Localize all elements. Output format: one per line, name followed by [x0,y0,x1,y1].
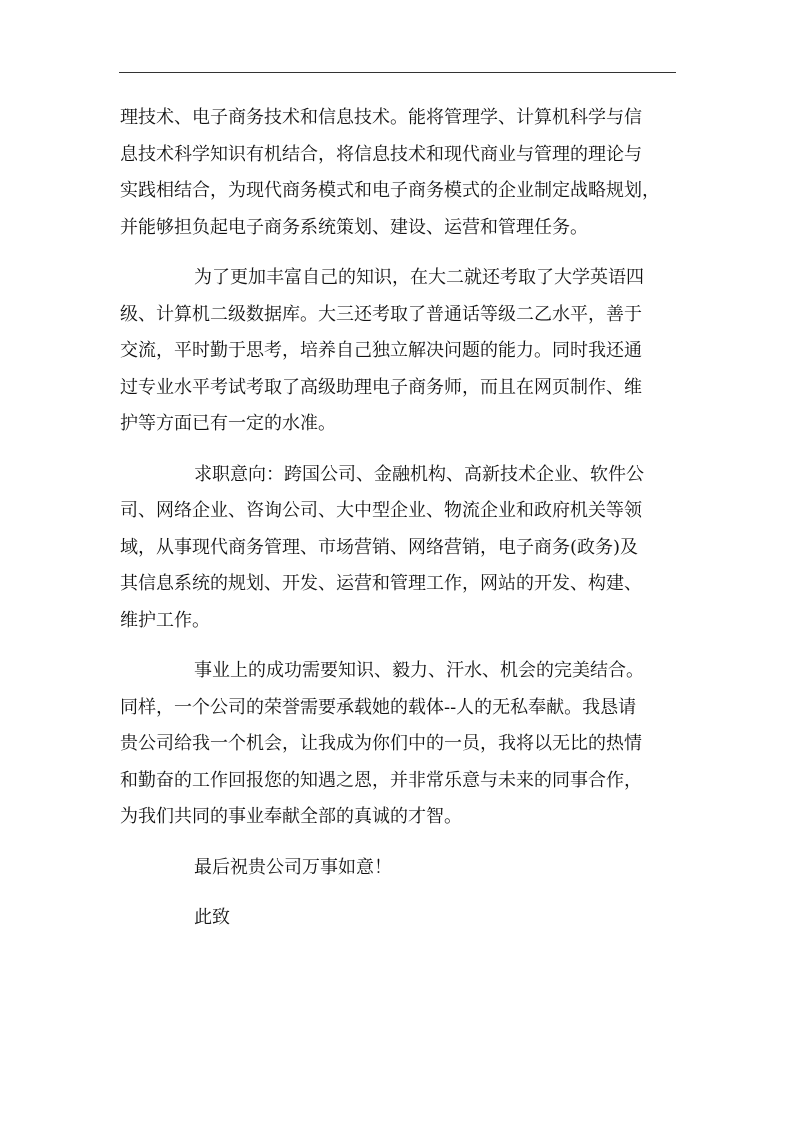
text-line: 理技术、电子商务技术和信息技术。能将管理学、计算机科学与信 [120,107,642,128]
text-line: 息技术科学知识有机结合，将信息技术和现代商业与管理的理论与 [120,143,642,165]
paragraph-intention [120,457,676,640]
text-line: 求职意向：跨国公司、金融机构、高新技术企业、软件公 [194,463,644,485]
text-line: 其信息系统的规划、开发、运营和管理工作，网站的开发、构建、 [120,573,642,594]
paragraph-skills [120,260,676,443]
text-line: 为我们共同的事业奉献全部的真诚的才智。 [120,806,462,827]
text-line: 事业上的成功需要知识、毅力、汗水、机会的完美结合。 [194,660,644,681]
text-line: 过专业水平考试考取了高级助理电子商务师，而且在网页制作、维 [120,376,642,398]
text-line: 级、计算机二级数据库。大三还考取了普通话等级二乙水平，善于 [120,303,642,325]
text-line: 贵公司给我一个机会，让我成为你们中的一员，我将以无比的热情 [120,733,642,754]
letter-body [120,100,676,951]
paragraph-salutation [120,900,676,937]
text-line: 此致 [194,907,230,928]
paragraph-wishes [120,850,676,887]
header-rule [119,72,676,73]
text-line: 交流，平时勤于思考，培养自己独立解决问题的能力。同时我还通 [120,340,642,361]
text-line: 司、网络企业、咨询公司、大中型企业、物流企业和政府机关等领 [120,500,642,521]
text-line: 护等方面已有一定的水准。 [120,413,336,434]
paragraph-closing [120,653,676,836]
text-line: 最后祝贵公司万事如意！ [194,856,392,878]
text-line: 并能够担负起电子商务系统策划、建设、运营和管理任务。 [120,216,588,238]
text-line: 维护工作。 [120,609,210,631]
text-line: 为了更加丰富自己的知识，在大二就还考取了大学英语四 [194,267,644,288]
paragraph-continuation [120,100,676,246]
text-line: 域，从事现代商务管理、市场营销、网络营销，电子商务(政务)及 [120,536,639,558]
text-line: 同样，一个公司的荣誉需要承载她的载体--人的无私奉献。我恳请 [120,696,637,718]
text-line: 实践相结合，为现代商务模式和电子商务模式的企业制定战略规划， [120,180,660,201]
text-line: 和勤奋的工作回报您的知遇之恩，并非常乐意与未来的同事合作， [120,769,642,791]
